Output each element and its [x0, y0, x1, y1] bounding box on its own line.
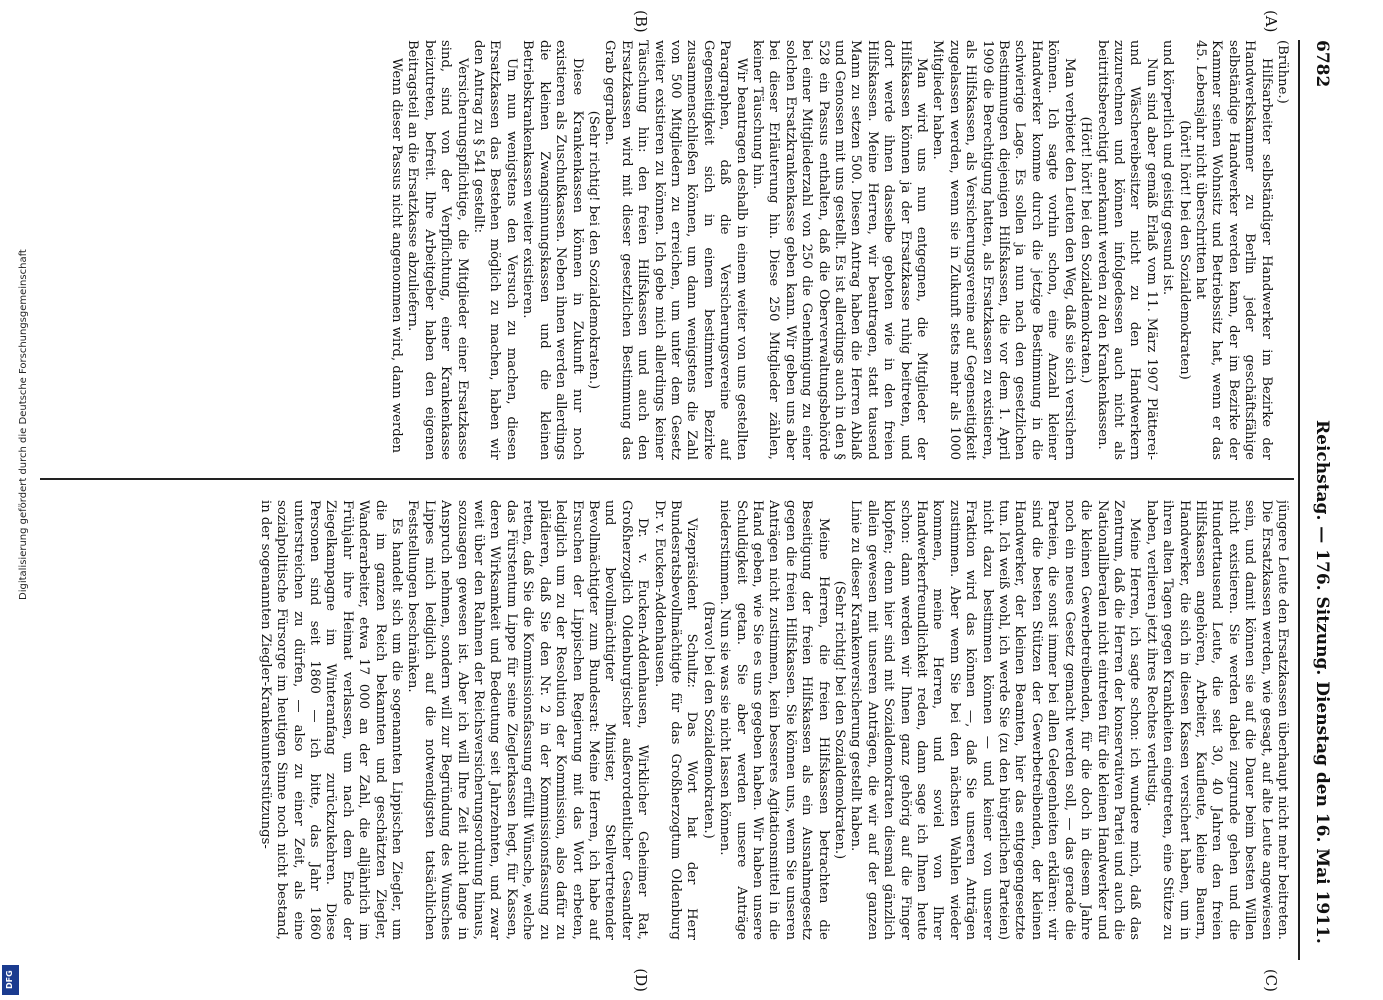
paragraph: und körperlich und geistig gesund ist.: [1160, 40, 1176, 296]
paragraph: Meine Herren, die freien Hilfskassen betrachten die Beseitigung der freien Hilfskassen als ein Ausnahmegesetz gegen die freien Hilfskassen. Sie können uns, wenn Sie unseren Anträgen nicht zustimmen, kein besseres Agitationsmittel in die Hand geben, wie Sie es uns gegeben haben. Wir haben unsere Schuldigkeit getan. Sie aber werden unsere Anträge niederstimmen. Nun sie was sie nicht lassen können.: [717, 500, 831, 940]
paragraph: Vizepräsident Schultz: Das Wort hat der Herr Bundesratsbevollmächtigte für das Großherzogtum Oldenburg Dr. v. Eucken-Addenhausen.: [651, 500, 700, 940]
paragraph: Um nun wenigstens den Versuch zu machen, diesen Ersatzkassen das Bestehen möglich zu machen, haben wir den Antrag zu § 541 gestellt:: [471, 40, 519, 460]
paragraph: Es handelt sich um die sogenannten Lippischen Ziegler, um die im ganzen Reich bekannten und geschätzten Ziegler, Wanderarbeiter, etwa 17 000 an der Zahl, die alljährlich im Frühjahr ihre Heimat verlassen, um nach dem Ende der Ziegelkampagne im Winteranfang zurückzukehren. Diese Personen sind seit 1860 — ich bitte, das Jahr 1860 unterstreichen zu dürfen, — also zu einer Zeit, als eine sozialpolitische Fürsorge im heutigen Sinne noch nicht bestand, in der sogenannten Ziegler-Krankenunterstützungs-: [257, 500, 405, 940]
paragraph: Hilfsarbeiter selbständiger Handwerker im Bezirke der Handwerkskammer zu Berlin jeder geschäftsfähige selbständige Handwerker werden kann, der im Bezirke der Kammer seinen Wohnsitz und Betriebssitz hat, wenn er das 45. Lebensjahr nicht überschritten hat: [1192, 40, 1274, 460]
paragraph: Diese Krankenkassen können in Zukunft nur noch existieren als Zuschußkassen. Neben ihnen werden allerdings die kleinen Zwangsinnungskassen und die kleinen Betriebskrankenkassen weiter existieren.: [520, 40, 585, 460]
rotated-page-content: [20, 0, 1350, 1000]
column-divider: [40, 478, 1294, 480]
interjection: (Bravo! bei den Sozialdemokraten.): [700, 601, 716, 839]
quoted-amendment: Versicherungspflichtige, die Mitglieder einer Ersatzkasse sind, sind von der Verpflichtung, einer Krankenkasse beizutreten, befreit. Ihre Arbeitgeber haben den eigenen Beitragsteil an die Ersatzkasse abzuliefern.: [405, 40, 470, 460]
interjection: (Hört! hört! bei den Sozialdemokraten.): [1078, 116, 1094, 384]
paragraph: jüngere Leute den Ersatzkassen überhaupt nicht mehr beitreten. Die Ersatzkassen werden, wie gesagt, auf alte Leute angewiesen sein, und damit können sie auf die Dauer beim besten Willen nicht existieren. Sie werden dabei zugrunde gehen und die Hunderttausend Leute, die seit 30, 40 Jahren den freien Hilfskassen angehören, Arbeiter, Kaufleute, kleine Bauern, Handwerker, die sich in diesen Kassen versichert haben, um in ihren alten Tagen gegen Krankheiten eingetreten, eine Stütze zu haben, verlieren jetzt ihres Rechtes verlustig.: [1143, 500, 1290, 940]
margin-marker-c: (C): [1262, 968, 1280, 992]
interjection: (Sehr richtig! bei den Sozialdemokraten.): [585, 110, 601, 390]
interjection: (hört! hört! bei den Sozialdemokraten): [1176, 120, 1192, 380]
paragraph: Wir beantragen deshalb in einem weiter von uns gestellten Paragraphen, daß die Versicherungsvereine auf Gegenseitigkeit sich in einem bestimmten Bezirke zusammenschließen können, um dann wenigstens die Zahl von 500 Mitgliedern zu erreichen, um unter dem Gesetz weiter existieren zu können. Ich gebe mich allerdings keiner Täuschung hin: den freien Hilfskassen und auch den Ersatzkassen wird mit dieser gesetzlichen Bestimmung das Grab gegraben.: [602, 40, 749, 460]
margin-marker-d: (D): [632, 968, 650, 992]
margin-marker-b: (B): [632, 10, 650, 33]
dfg-logo: [2, 965, 19, 995]
paragraph: Nun sind aber gemäß Erlaß vom 11. März 1907 Plätterei- und Wäschereibesitzer nicht zu den Handwerkern zuzurechnen und können infolgedessen auch nicht als beitrittsberechtigt anerkannt werden zu den Krankenkassen.: [1094, 40, 1159, 460]
credit-text: Digitalisierung gefördert durch die Deutsche Forschungsgemeinschaft: [18, 249, 29, 600]
page-header: [1302, 40, 1332, 960]
digitization-credit: [2, 249, 29, 990]
header-rule: [1298, 40, 1300, 960]
paragraph: Man wird uns nun entgegnen, die Mitglieder der Hilfskassen können ja der Ersatzkasse ruhig beitreten, und dort werde ihnen dasselbe geboten wie in den freien Hilfskassen. Meine Herren, wir beantragen, statt tausend Mann zu setzen 500. Diesen Antrag haben die Herren Ablaß und Genossen mit uns gestellt. Es ist allerdings auch in den § 528 ein Passus enthalten, daß die Oberverwaltungsbehörde bei einer Mitgliederzahl von 250 die Genehmigung zu einer solchen Ersatzkrankenkasse geben kann. Wir geben uns aber bei dieser Erläuterung hin. Diese 250 Mitglieder zählen, keiner Täuschung hin.: [750, 40, 930, 460]
page-number: 6782: [1312, 40, 1332, 88]
paragraph: Man verbietet den Leuten den Weg, daß sie sich versichern können. Ich sagte vorhin schon, eine Anzahl kleiner Handwerker komme durch die jetzige Bestimmung in die schwierige Lage. Es sollen ja nun nach den gesetzlichen Bestimmungen diejenigen Hilfskassen, die vor dem 1. April 1909 die Berechtigung hatten, als Ersatzkassen zu existieren, als Hilfskassen, als Versicherungsvereine auf Gegenseitigkeit zugelassen werden, wenn sie in Zukunft stets mehr als 1000 Mitglieder haben.: [930, 40, 1077, 460]
interjection: (Sehr richtig! bei den Sozialdemokraten.): [832, 580, 848, 860]
margin-marker-a: (A): [1262, 10, 1280, 33]
right-column: [50, 500, 1290, 940]
paragraph: Meine Herren, ich sagte schon: ich wundere mich, daß das Zentrum, daß die Herren der konservativen Partei und auch die Nationalliberalen nicht eintreten für die kleinen Handwerker und die kleinen Gewerbetreibenden, für die doch in diesem Jahre noch ein neues Gesetz gemacht werden soll, — das gerade die Parteien, die sonst immer bei allen Gelegenheiten erklären: wir sind die besten Stützen der Gewerbetreibenden, der kleinen Handwerker, der kleinen Beamten, hier das entgegengesetzte tun. Ich weiß wohl, ich werde Sie (zu den bürgerlichen Parteien) nicht dazu bestimmen können — und keiner von unserer Fraktion wird das können —, daß Sie unseren Anträgen zustimmen. Aber wenn Sie bei den nächsten Wahlen wieder kommen, meine Herren, und soviel von Ihrer Handwerkerfreundlichkeit reden, dann sage ich Ihnen heute schon: dann werden wir Ihnen ganz gehörig auf die Finger klopfen; denn hier sind mit Sozialdemokraten diesmal gänzlich allein gewesen mit unseren Anträgen, die wir auf der ganzen Linie zu dieser Krankenversicherung gestellt haben.: [848, 500, 1143, 940]
left-column: [50, 40, 1290, 460]
paragraph: Wenn dieser Passus nicht angenommen wird, dann werden: [389, 58, 405, 453]
logo-text: DFG: [5, 970, 14, 989]
paragraph: Dr. v. Eucken-Addenhausen, Wirklicher Geheimer Rat, Großherzoglich Oldenburgischer außerordentlicher Gesandter und bevollmächtigter Minister, Stellvertretender Bevollmächtigter zum Bundesrat: Meine Herren, ich habe auf Ersuchen der Lippischen Regierung mit das Wort erbeten, lediglich um zu der Resolution der Kommission, also dafür zu plädieren, daß Sie den Nr. 2 in der Kommissionsfassung zu retten, daß Sie die Kommissionsfassung erfüllt Wünsche, welche das Fürstentum Lippe für seine Zieglerkassen hegt, für Kassen, deren Wirksamkeit und Bedeutung seit Jahrzehnten, und zwar weit über den Rahmen der Reichsversicherungsordnung hinaus, sozusagen gewesen ist. Aber ich will Ihre Zeit nicht lange in Anspruch nehmen, sondern will zur Begründung des Wunsches Lippes mich lediglich auf die notwendigsten tatsächlichen Feststellungen beschränken.: [405, 500, 651, 940]
speaker-tag: (Brühne.): [1275, 40, 1290, 104]
page-title: Reichstag. — 176. Sitzung. Dienstag den 16. Mai 1911.: [1312, 420, 1332, 944]
